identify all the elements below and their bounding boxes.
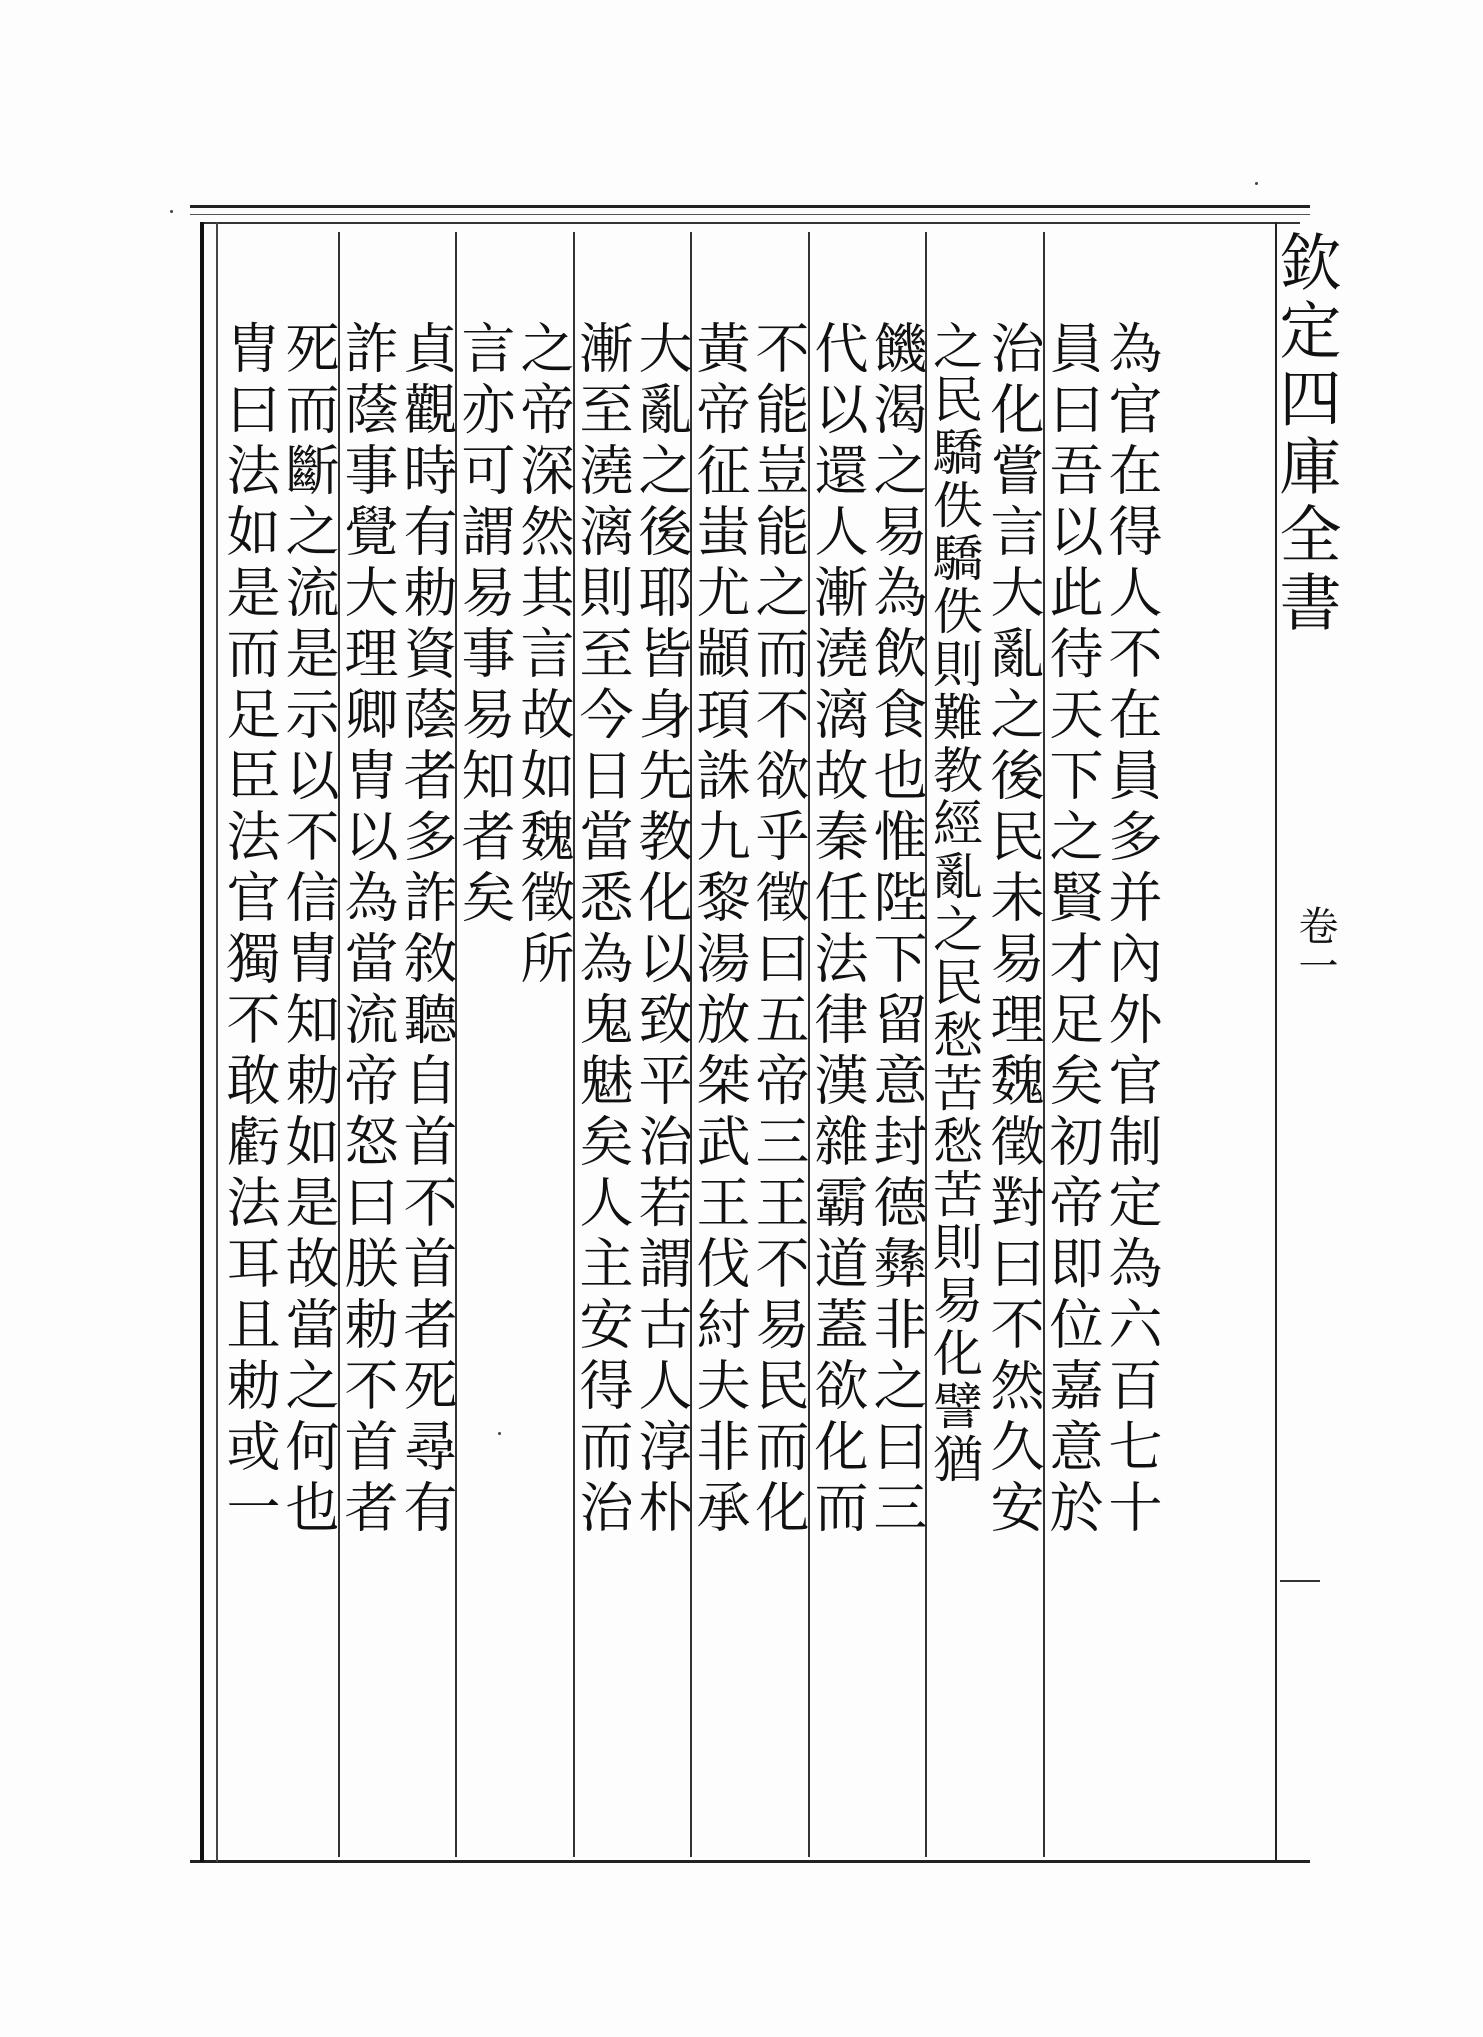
text-column-15: 死而斷之流是示以不信胄知勅如是故當之何也 (277, 320, 340, 1540)
text-column-14: 詐蔭事覺大理卿胄以為當流帝怒曰朕勅不首者 (336, 320, 399, 1540)
text-column-11: 之帝深然其言故如魏徵所 (512, 320, 575, 991)
text-column-8: 黃帝征蚩尤顓頊誅九黎湯放桀武王伐紂夫非承 (688, 320, 751, 1540)
text-column-7: 不能豈能之而不欲乎徵曰五帝三王不易民而化 (747, 320, 810, 1540)
top-border-rule (190, 205, 1310, 215)
text-column-4: 之民驕佚驕佚則難教經亂之民愁苦愁苦則易化譬猶 (925, 320, 983, 1486)
text-column-13: 貞觀時有勅資蔭者多詐敘聽自首不首者死尋有 (395, 320, 458, 1540)
text-column-9: 大亂之後耶皆身先教化以致平治若謂古人淳朴 (630, 320, 693, 1540)
margin-juan-label: 卷一 (1292, 905, 1338, 985)
text-column-16: 胄曰法如是而足臣法官獨不敢虧法耳且勅或一 (218, 320, 281, 1540)
ink-speck (170, 210, 173, 213)
ink-speck (498, 1432, 501, 1435)
text-column-1: 為官在得人不在員多并內外官制定為六百七十 (1100, 320, 1163, 1540)
text-column-10: 漸至澆漓則至今日當悉為鬼魅矣人主安得而治 (571, 320, 634, 1540)
text-column-3: 治化嘗言大亂之後民未易理魏徵對曰不然久安 (982, 320, 1045, 1540)
text-column-12: 言亦可謂易事易知者矣 (453, 320, 516, 930)
margin-tick-mark (1280, 1580, 1320, 1582)
text-column-5: 饑渴之易為飲食也惟陛下留意封德彝非之曰三 (865, 320, 928, 1540)
text-column-6: 代以還人漸澆漓故秦任法律漢雜霸道蓋欲化而 (806, 320, 869, 1540)
top-inner-rule (200, 222, 1300, 224)
margin-book-title: 欽定四庫全書 (1269, 230, 1342, 638)
bottom-border-rule (190, 1860, 1310, 1863)
left-outer-rule (200, 222, 204, 1862)
text-column-2: 員曰吾以此待天下之賢才足矣初帝即位嘉意於 (1041, 320, 1104, 1540)
ink-speck (1255, 182, 1258, 185)
